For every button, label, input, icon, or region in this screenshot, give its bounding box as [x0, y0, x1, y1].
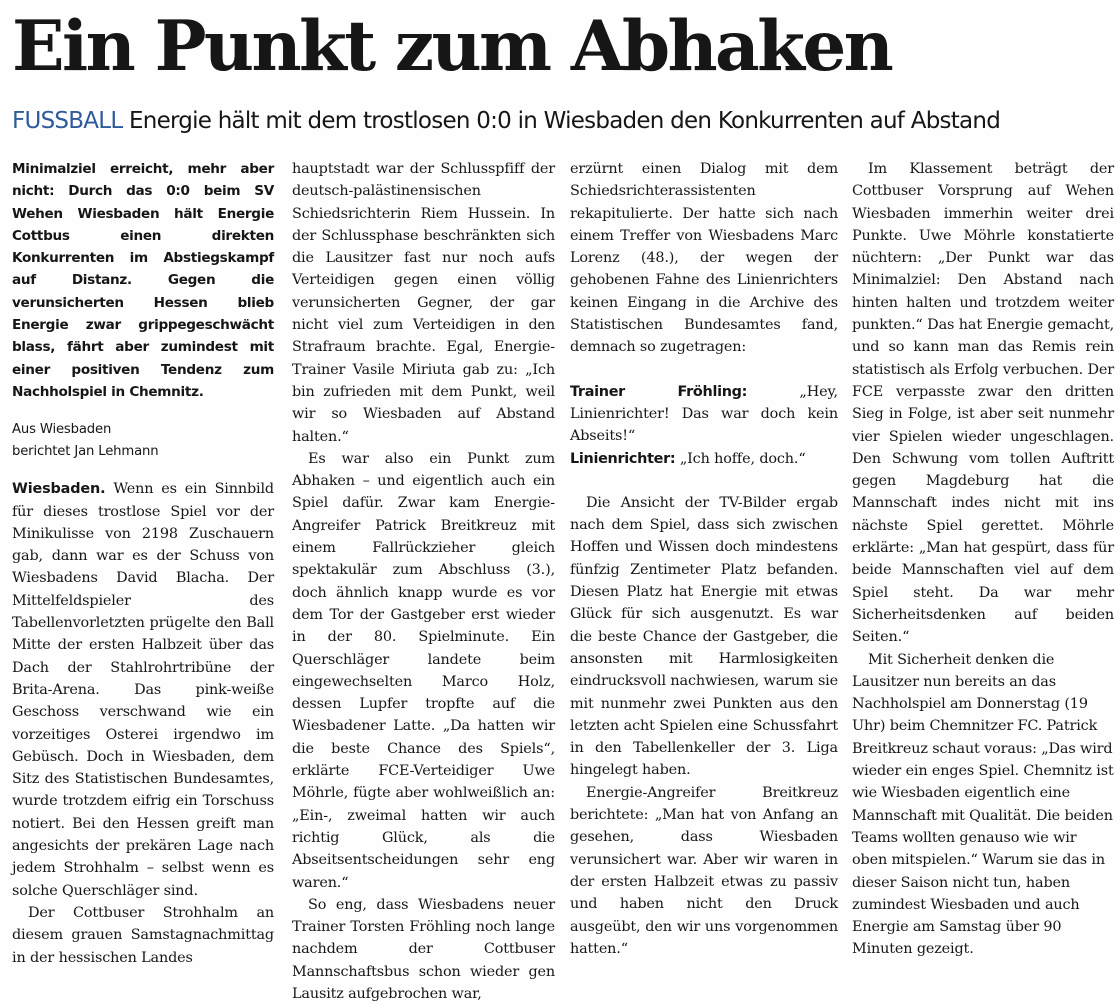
spacer	[570, 470, 838, 492]
body-paragraph: Mit Sicherheit denken die Lausitzer nun bereits an das Nachholspiel am Donnerstag (19 Uhr) beim Chemnitzer FC. Patrick Breitkreuz schaut voraus: „Das wird wieder ein enges Spiel. Chemnitz ist wie Wiesbaden eigentlich eine Mannschaft mit Qualität. Die beiden Teams wollten genauso wie wir oben mitspielen.“ Warum sie das in dieser Saison nicht tun, haben zumindest Wiesbaden und auch Energie am Samstag über 90 Minuten gezeigt.	[852, 651, 1114, 958]
body-paragraph: Der Cottbuser Strohhalm an diesem grauen Samstagnachmittag in der hessischen Landes	[12, 904, 274, 966]
spacer	[570, 359, 838, 381]
column-4	[852, 158, 1114, 958]
subheadline-text: Energie hält mit dem trostlosen 0:0 in Wiesbaden den Konkurrenten auf Abstand	[128, 108, 1001, 134]
paragraph-text: Wenn es ein Sinnbild für dieses trostlose Spiel vor der Minikulisse von 2198 Zuschauern gab, dann war es der Schuss von Wiesbadens David Blacha. Der Mittelfeldspieler des Tabellenvorletzten prügelte den Ball Mitte der ersten Halbzeit über das Dach der Stahlrohrtribüne der Brita-Arena. Das pink-weiße Geschoss verschwand wie ein vorzeitiges Osterei irgendwo im Gebüsch. Doch in Wiesbaden, dem Sitz des Statistischen Bundesamtes, wurde trotzdem eifrig ein Torschuss notiert. Bei den Hessen greift man angesichts der prekären Lage nach jedem Strohhalm – selbst wenn es solche Querschläger sind.	[12, 481, 274, 899]
column-1	[12, 158, 274, 966]
body-paragraph: erzürnt einen Dialog mit dem Schiedsrichterassistenten rekapitulierte. Der hatte sich nach einem Treffer von Wiesbadens Marc Lorenz (48.), der wegen der gehobenen Fahne des Linienrichters keinen Eingang in die Archive des Statistischen Bundesamtes fand, demnach so zugetragen:	[570, 161, 838, 356]
byline-location: Aus Wiesbaden	[12, 422, 112, 438]
column-2	[292, 158, 555, 1002]
subheadline	[12, 104, 1000, 138]
kicker: FUSSBALL	[12, 108, 123, 134]
body-paragraph: Es war also ein Punkt zum Abhaken – und eigentlich auch ein Spiel dafür. Zwar kam Energie-Angreifer Patrick Breitkreuz mit einem Fallrückzieher gleich spektakulär zum Abschluss (3.), doch ähnlich knapp wurde es vor dem Tor der Gastgeber erst wieder in der 80. Spielminute. Ein Querschläger landete beim eingewechselten Marco Holz, dessen Lupfer tropfte auf die Wiesbadener Latte. „Da hatten wir die beste Chance des Spiels“, erklärte FCE-Verteidiger Uwe Möhrle, fügte aber wohlweißlich an: „Ein-, zweimal hatten wir auch richtig Glück, als die Abseitsentscheidungen sehr eng waren.“	[292, 450, 555, 891]
dialog-speaker: Linienrichter:	[570, 450, 676, 467]
dialog-text: „Hey, Linienrichter! Das war doch kein Abseits!“	[570, 383, 838, 445]
column-3	[570, 158, 838, 957]
byline	[12, 419, 274, 463]
dialog-speaker: Trainer Fröhling:	[570, 383, 748, 400]
body-paragraph: Die Ansicht der TV-Bilder ergab nach dem Spiel, dass sich zwischen Hoffen und Wissen doch mindestens fünfzig Zentimeter Platz befanden. Diesen Platz hat Energie mit etwas Glück für sich ausgenutzt. Es war die beste Chance der Gastgeber, die ansonsten mit Harmlosigkeiten eindrucksvoll nachwiesen, warum sie mit nunmehr zwei Punkten aus den letzten acht Spielen eine Schussfahrt in den Tabellenkeller der 3. Liga hingelegt haben.	[570, 494, 838, 779]
body-paragraph: Energie-Angreifer Breitkreuz berichtete: „Man hat von Anfang an gesehen, dass Wiesbaden verunsichert war. Aber wir waren in der ersten Halbzeit etwas zu passiv und haben nicht den Druck ausgeübt, den wir uns vorgenommen hatten.“	[570, 784, 838, 957]
body-paragraph: Im Klassement beträgt der Cottbuser Vorsprung auf Wehen Wiesbaden immerhin weiter drei Punkte. Uwe Möhrle konstatierte nüchtern: „Der Punkt war das Minimalziel: Den Abstand nach hinten halten und trotzdem weiter punkten.“ Das hat Energie gemacht, und so kann man das Remis rein statistisch als Erfolg verbuchen. Der FCE verpasste zwar den dritten Sieg in Folge, ist aber seit nunmehr vier Spielen wieder ungeschlagen. Den Schwung vom tollen Auftritt gegen Magdeburg hat die Mannschaft indes nicht mit ins nächste Spiel gerettet. Möhrle erklärte: „Man hat gespürt, dass für beide Mannschaften viel auf dem Spiel steht. Da war mehr Sicherheitsdenken auf beiden Seiten.“	[852, 161, 1114, 646]
body-paragraph: hauptstadt war der Schlusspfiff der deutsch-palästinensischen Schiedsrichterin Riem Hussein. In der Schlussphase beschränkten sich die Lausitzer fast nur noch aufs Verteidigen gegen einen völlig verunsicherten Gegner, der gar nicht viel zum Verteidigen in den Strafraum brachte. Egal, Energie-Trainer Vasile Miriuta gab zu: „Ich bin zufrieden mit dem Punkt, weil wir so Wiesbaden auf Abstand halten.“	[292, 161, 555, 445]
headline: Ein Punkt zum Abhaken	[12, 6, 892, 87]
body-paragraph: So eng, dass Wiesbadens neuer Trainer Torsten Fröhling noch lange nachdem der Cottbuser Mannschaftsbus schon wieder gen Lausitz aufgebrochen war,	[292, 896, 555, 1002]
dialog-text: „Ich hoffe, doch.“	[679, 450, 806, 467]
dialog-line	[570, 381, 838, 448]
dateline: Wiesbaden.	[12, 481, 106, 498]
lead-paragraph: Minimalziel erreicht, mehr aber nicht: Durch das 0:0 beim SV Wehen Wiesbaden hält Energie Cottbus einen direkten Konkurrenten im Abstiegskampf auf Distanz. Gegen die verunsicherten Hessen blieb Energie zwar grippegeschwächt blass, fährt aber zumindest mit einer positiven Tendenz zum Nachholspiel in Chemnitz.	[12, 161, 274, 400]
byline-author: berichtet Jan Lehmann	[12, 444, 159, 460]
dialog-line	[570, 448, 838, 470]
body-paragraph	[12, 478, 274, 902]
